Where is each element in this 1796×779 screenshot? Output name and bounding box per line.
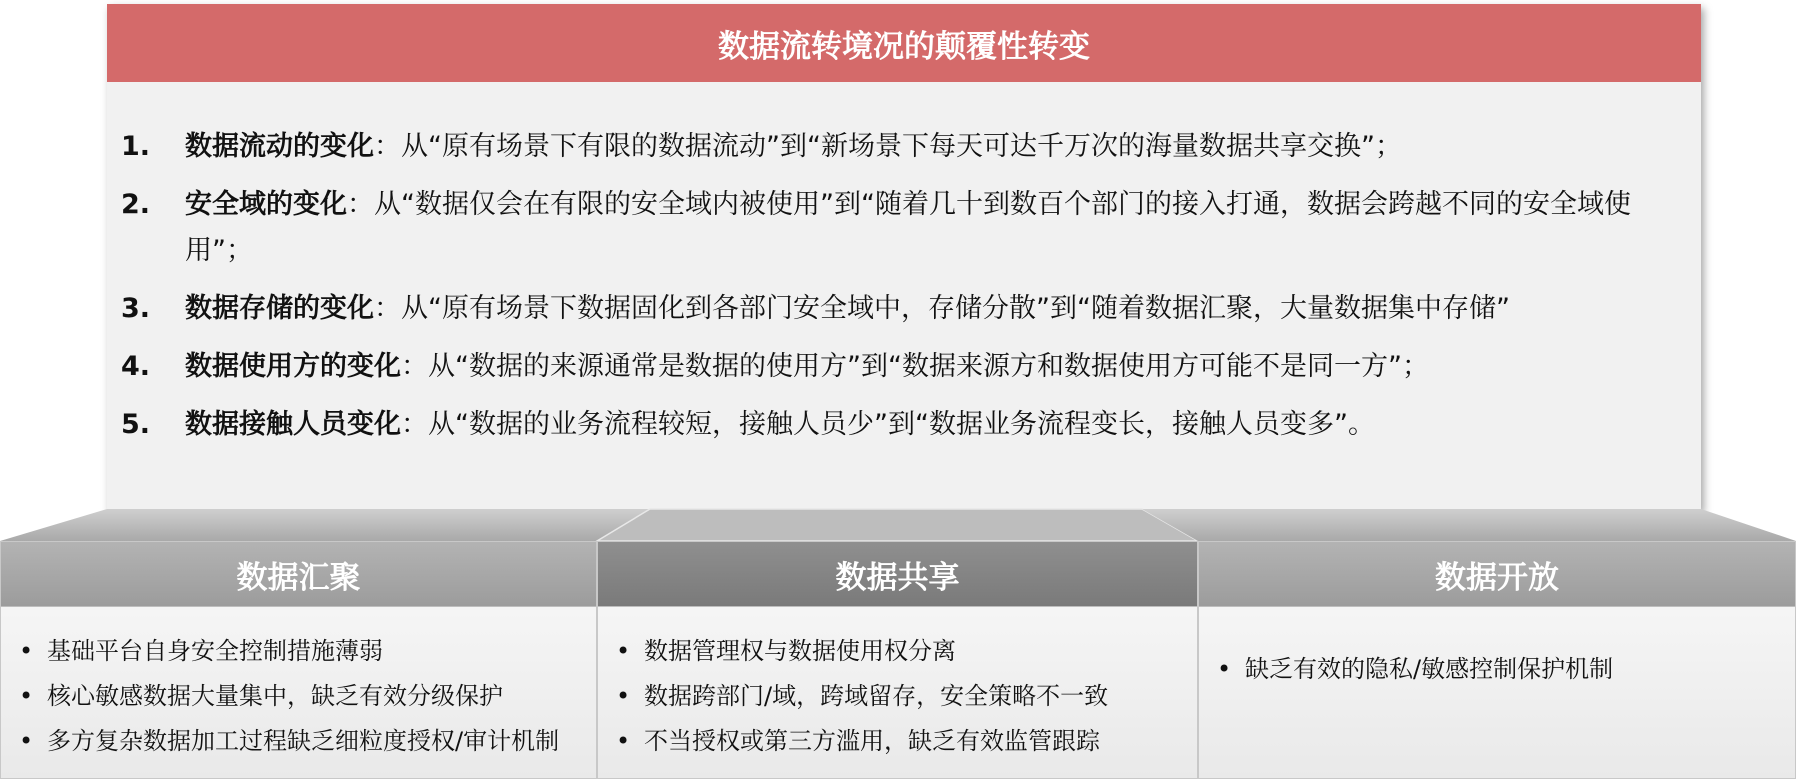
change-item [121, 286, 1681, 332]
column-header [1199, 542, 1795, 607]
item-heading: 数据接触人员变化 [185, 409, 401, 440]
bullet-text: 数据管理权与数据使用权分离 [644, 637, 956, 665]
change-item [121, 124, 1681, 170]
change-list [121, 124, 1681, 460]
column-sharing [597, 541, 1198, 779]
item-text: ：从“数据的业务流程较短，接触人员少”到“数据业务流程变长，接触人员变多”。 [401, 409, 1375, 440]
connector-right [1142, 509, 1796, 541]
transformation-panel [107, 4, 1701, 510]
bullet-dot: • [19, 682, 34, 710]
bullet-dot: • [1217, 655, 1232, 683]
bullet-dot: • [19, 637, 34, 665]
bullet-item [1, 719, 596, 764]
item-text: ：从“数据仅会在有限的安全域内被使用”到“随着几十到数百个部门的接入打通，数据会跨越不同的安全域使用”； [185, 189, 1631, 266]
item-number: 3. [121, 293, 151, 324]
item-number: 5. [121, 409, 151, 440]
bullet-item [1199, 647, 1795, 692]
bullet-dot: • [616, 727, 631, 755]
item-number: 2. [121, 189, 151, 220]
column-title: 数据开放 [1435, 559, 1559, 596]
item-heading: 数据存储的变化 [185, 293, 374, 324]
bullet-list [598, 629, 1197, 764]
item-number: 1. [121, 131, 151, 162]
column-aggregation [0, 541, 597, 779]
connector-middle [597, 509, 1198, 541]
item-heading: 数据流动的变化 [185, 131, 374, 162]
bullet-text: 不当授权或第三方滥用，缺乏有效监管跟踪 [644, 727, 1100, 755]
column-header [598, 542, 1197, 607]
bullet-dot: • [616, 637, 631, 665]
bullet-item [1, 629, 596, 674]
bullet-dot: • [616, 682, 631, 710]
bullet-text: 缺乏有效的隐私/敏感控制保护机制 [1245, 655, 1614, 683]
bullet-item [1, 674, 596, 719]
change-item [121, 344, 1681, 390]
item-text: ：从“原有场景下数据固化到各部门安全域中，存储分散”到“随着数据汇聚，大量数据集中存储” [374, 293, 1510, 324]
item-text: ：从“原有场景下有限的数据流动”到“新场景下每天可达千万次的海量数据共享交换”； [374, 131, 1402, 162]
bullet-text: 多方复杂数据加工过程缺乏细粒度授权/审计机制 [47, 727, 560, 755]
column-title: 数据共享 [835, 559, 960, 596]
item-heading: 数据使用方的变化 [185, 351, 401, 382]
bullet-list [1, 629, 596, 764]
column-opening [1198, 541, 1796, 779]
column-header [1, 542, 596, 607]
bullet-text: 基础平台自身安全控制措施薄弱 [47, 637, 383, 665]
bullet-item [598, 674, 1197, 719]
item-heading: 安全域的变化 [185, 189, 347, 220]
column-title: 数据汇聚 [236, 559, 361, 596]
item-text: ：从“数据的来源通常是数据的使用方”到“数据来源方和数据使用方可能不是同一方”； [401, 351, 1429, 382]
item-number: 4. [121, 351, 151, 382]
connector-left [0, 509, 650, 541]
bullet-item [598, 629, 1197, 674]
connector-shapes [0, 505, 1796, 545]
title-bar [107, 4, 1701, 82]
bullet-text: 数据跨部门/域，跨域留存，安全策略不一致 [644, 682, 1109, 710]
change-item [121, 402, 1681, 448]
change-item [121, 182, 1681, 274]
bullet-list [1199, 647, 1795, 692]
bullet-dot: • [19, 727, 34, 755]
bullet-item [598, 719, 1197, 764]
bullet-text: 核心敏感数据大量集中，缺乏有效分级保护 [47, 682, 503, 710]
panel-title: 数据流转境况的颠覆性转变 [718, 28, 1090, 65]
